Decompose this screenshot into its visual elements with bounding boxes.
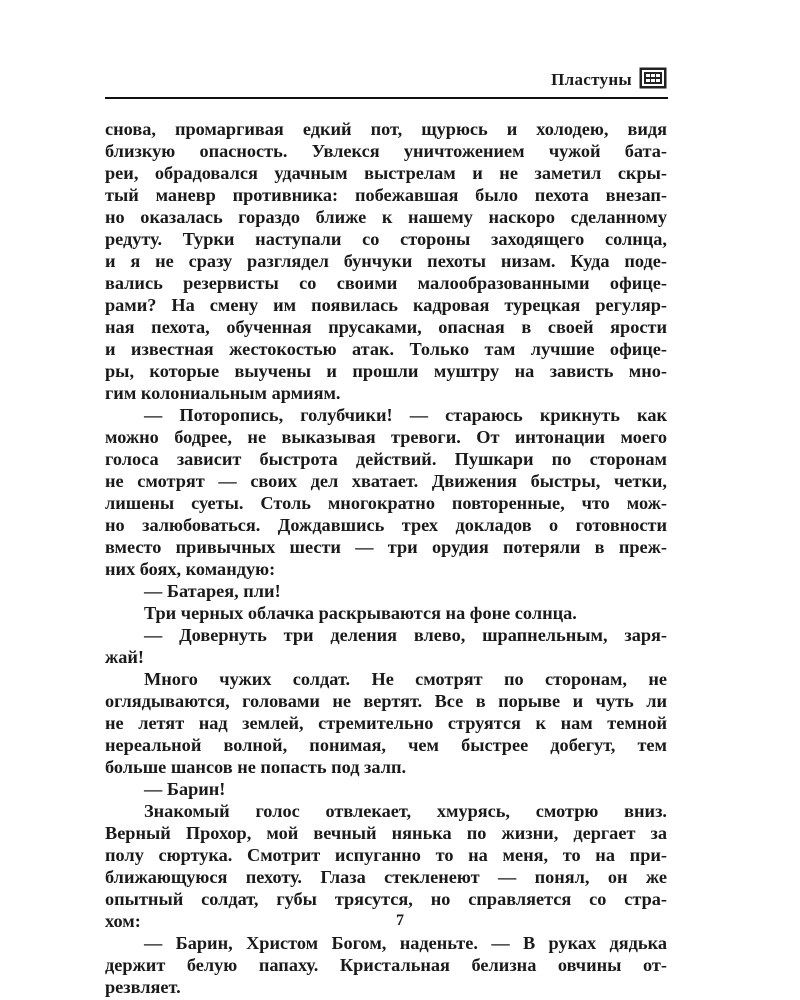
text-line: резвляет. (105, 977, 181, 997)
page-number: 7 (396, 912, 404, 929)
text-line: Много чужих солдат. Не смотрят по сторонам, не (144, 669, 667, 689)
text-line: гим колониальным армиям. (105, 383, 341, 403)
text-line: но залюбоваться. Дождавшись трех докладов о готовности (105, 515, 667, 535)
text-line: оглядываются, головами не вертят. Все в порыве и чуть ли (105, 691, 667, 711)
text-line: не смотрят — своих дел хватает. Движения быстры, четки, (105, 471, 667, 491)
text-line: них боях, командую: (105, 559, 276, 579)
text-line: рами? На смену им появилась кадровая турецкая регуляр- (105, 295, 667, 315)
text-line: близкую опасность. Увлекся уничтожением чужой бата- (105, 141, 667, 161)
body-text (105, 118, 667, 998)
text-line: держит белую папаху. Кристальная белизна овчины от- (105, 955, 667, 975)
text-line: и я не сразу разглядел бунчуки пехоты низам. Куда поде- (105, 251, 667, 271)
text-line: Три черных облачка раскрываются на фоне солнца. (144, 603, 577, 623)
text-line: лишены суеты. Столь многократно повторенные, что мож- (105, 493, 667, 513)
text-line: ная пехота, обученная прусаками, опасная в своей ярости (105, 317, 667, 337)
text-line: тый маневр противника: побежавшая было пехота внезап- (105, 185, 667, 205)
text-line: — Поторопись, голубчики! — стараюсь крикнуть как (144, 405, 667, 425)
text-line: снова, промаргивая едкий пот, щурюсь и холодею, видя (105, 119, 667, 139)
text-line: не летят над землей, стремительно струятся к нам темной (105, 713, 667, 733)
text-line: опытный солдат, губы трясутся, но справляется со стра- (105, 889, 667, 909)
text-line: реи, обрадовался удачным выстрелам и не заметил скры- (105, 163, 667, 183)
text-line: — Батарея, пли! (144, 581, 281, 601)
text-line: редуту. Турки наступали со стороны заходящего солнца, (105, 229, 667, 249)
text-line: — Барин, Христом Богом, наденьте. — В руках дядька (144, 933, 667, 953)
text-line: жай! (105, 647, 145, 667)
text-line: вались резервисты со своими малообразованными офице- (105, 273, 667, 293)
square-ornament-icon (639, 67, 667, 89)
text-line: — Барин! (144, 779, 226, 799)
header-divider (105, 97, 668, 99)
text-line: можно бодрее, не выказывая тревоги. От интонации моего (105, 427, 667, 447)
text-line: Верный Прохор, мой вечный нянька по жизни, дергает за (105, 823, 667, 843)
running-title: Пластуны (551, 70, 632, 89)
text-line: Знакомый голос отвлекает, хмурясь, смотрю вниз. (144, 801, 667, 821)
text-line: — Довернуть три деления влево, шрапнельным, заря- (144, 625, 667, 645)
text-line: хом: (105, 911, 141, 931)
text-line: вместо привычных шести — три орудия потеряли в преж- (105, 537, 667, 557)
text-line: полу сюртука. Смотрит испуганно то на меня, то на при- (105, 845, 667, 865)
text-line: ближающуюся пехоту. Глаза стекленеют — понял, он же (105, 867, 667, 887)
text-line: голоса зависит быстрота действий. Пушкари по сторонам (105, 449, 667, 469)
text-line: и известная жестокостью атак. Только там лучшие офице- (105, 339, 667, 359)
text-line: но оказалась гораздо ближе к нашему наскоро сделанному (105, 207, 667, 227)
text-line: больше шансов не попасть под залп. (105, 757, 407, 777)
text-line: нереальной волной, понимая, чем быстрее добегут, тем (105, 735, 667, 755)
text-line: ры, которые выучены и прошли муштру на зависть мно- (105, 361, 667, 381)
